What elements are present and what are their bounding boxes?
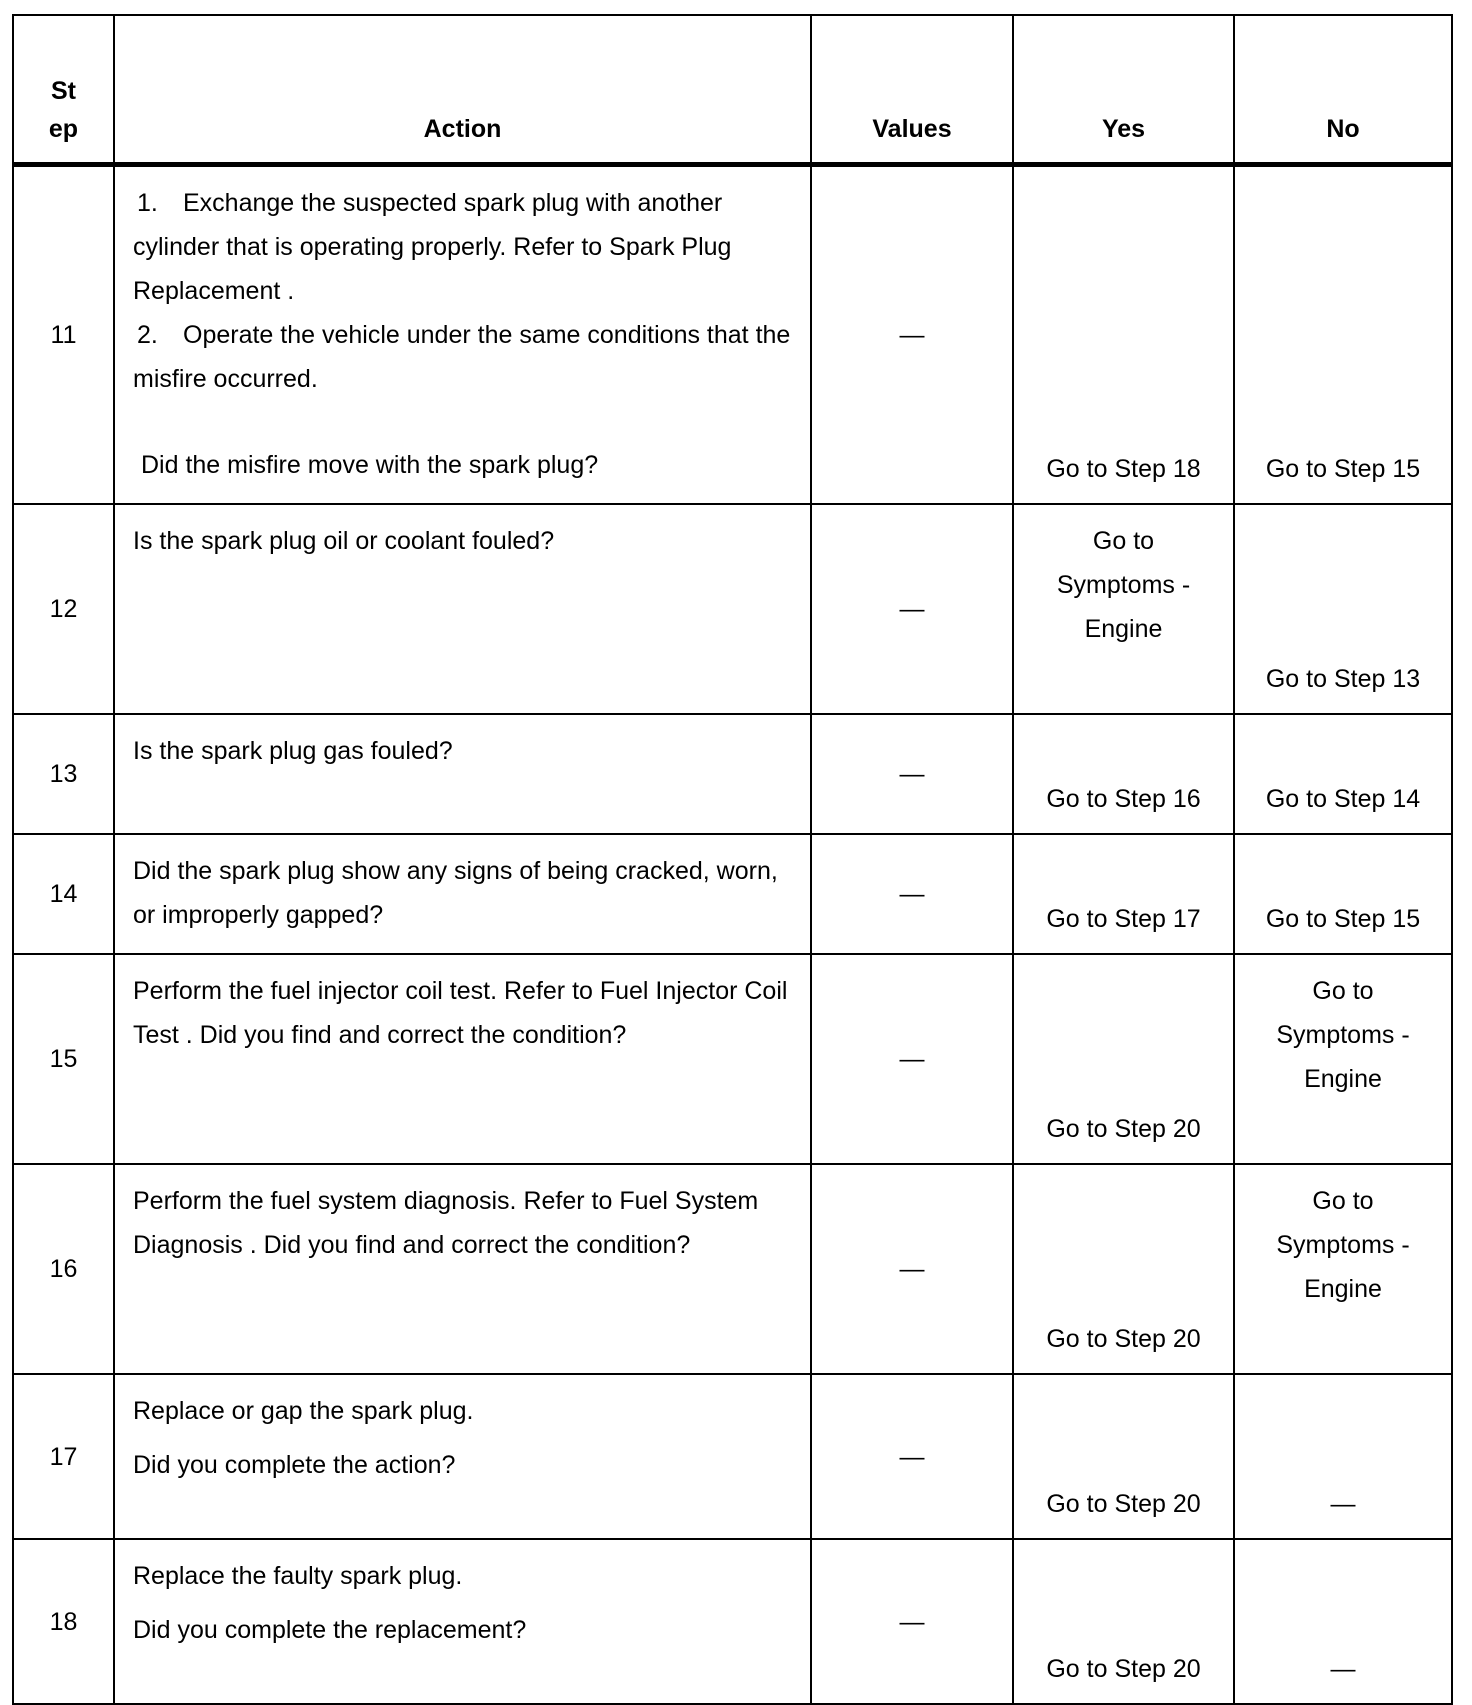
yes-cell: Go to Symptoms - Engine [1013, 504, 1234, 714]
action-cell: Is the spark plug oil or coolant fouled? [114, 504, 811, 714]
values-cell: — [811, 954, 1013, 1164]
action-cell [114, 164, 811, 504]
no-cell: Go to Step 13 [1234, 504, 1452, 714]
step-number: 18 [13, 1539, 114, 1704]
values-cell: — [811, 1374, 1013, 1539]
action-question: Did the misfire move with the spark plug? [141, 450, 599, 479]
no-cell: — [1234, 1374, 1452, 1539]
values-cell: — [811, 504, 1013, 714]
yes-cell: Go to Step 20 [1013, 1539, 1234, 1704]
action-cell: Perform the fuel system diagnosis. Refer to Fuel System Diagnosis . Did you find and correct the condition? [114, 1164, 811, 1374]
values-cell: — [811, 834, 1013, 954]
step-number: 12 [13, 504, 114, 714]
header-values: Values [811, 15, 1013, 164]
yes-cell: Go to Step 20 [1013, 1164, 1234, 1374]
header-row [13, 15, 1452, 164]
no-cell: Go to Symptoms - Engine [1234, 1164, 1452, 1374]
table-row [13, 1539, 1452, 1704]
yes-cell: Go to Step 16 [1013, 714, 1234, 834]
action-item-2: 2. Operate the vehicle under the same conditions that the misfire occurred. [133, 320, 791, 393]
action-line-2: Did you complete the replacement? [133, 1616, 527, 1644]
yes-cell: Go to Step 17 [1013, 834, 1234, 954]
step-number: 16 [13, 1164, 114, 1374]
table-row [13, 714, 1452, 834]
yes-cell: Go to Step 20 [1013, 954, 1234, 1164]
action-line-1: Replace or gap the spark plug. [133, 1397, 474, 1425]
no-cell: Go to Step 14 [1234, 714, 1452, 834]
values-cell: — [811, 1539, 1013, 1704]
table-row [13, 834, 1452, 954]
values-cell: — [811, 164, 1013, 504]
yes-cell: Go to Step 18 [1013, 164, 1234, 504]
yes-cell: Go to Step 20 [1013, 1374, 1234, 1539]
action-cell: Is the spark plug gas fouled? [114, 714, 811, 834]
action-cell [114, 1539, 811, 1704]
values-cell: — [811, 1164, 1013, 1374]
header-action: Action [114, 15, 811, 164]
action-item-1: 1. Exchange the suspected spark plug with another cylinder that is operating properly. Refer to Spark Plug Replacement . [133, 188, 732, 305]
step-number: 11 [13, 164, 114, 504]
diagnostic-table [12, 14, 1453, 1705]
action-cell: Perform the fuel injector coil test. Refer to Fuel Injector Coil Test . Did you find and correct the condition? [114, 954, 811, 1164]
values-cell: — [811, 714, 1013, 834]
header-yes: Yes [1013, 15, 1234, 164]
no-cell: Go to Step 15 [1234, 164, 1452, 504]
action-line-1: Replace the faulty spark plug. [133, 1562, 463, 1590]
no-cell: Go to Step 15 [1234, 834, 1452, 954]
table-row [13, 1374, 1452, 1539]
action-cell: Did the spark plug show any signs of being cracked, worn, or improperly gapped? [114, 834, 811, 954]
action-cell [114, 1374, 811, 1539]
header-no: No [1234, 15, 1452, 164]
no-cell: Go to Symptoms - Engine [1234, 954, 1452, 1164]
action-line-2: Did you complete the action? [133, 1451, 456, 1479]
step-number: 15 [13, 954, 114, 1164]
table-row [13, 1164, 1452, 1374]
step-number: 17 [13, 1374, 114, 1539]
table-row [13, 504, 1452, 714]
step-number: 13 [13, 714, 114, 834]
step-number: 14 [13, 834, 114, 954]
table-row [13, 954, 1452, 1164]
header-step: St ep [13, 15, 114, 164]
table-row [13, 164, 1452, 504]
no-cell: — [1234, 1539, 1452, 1704]
